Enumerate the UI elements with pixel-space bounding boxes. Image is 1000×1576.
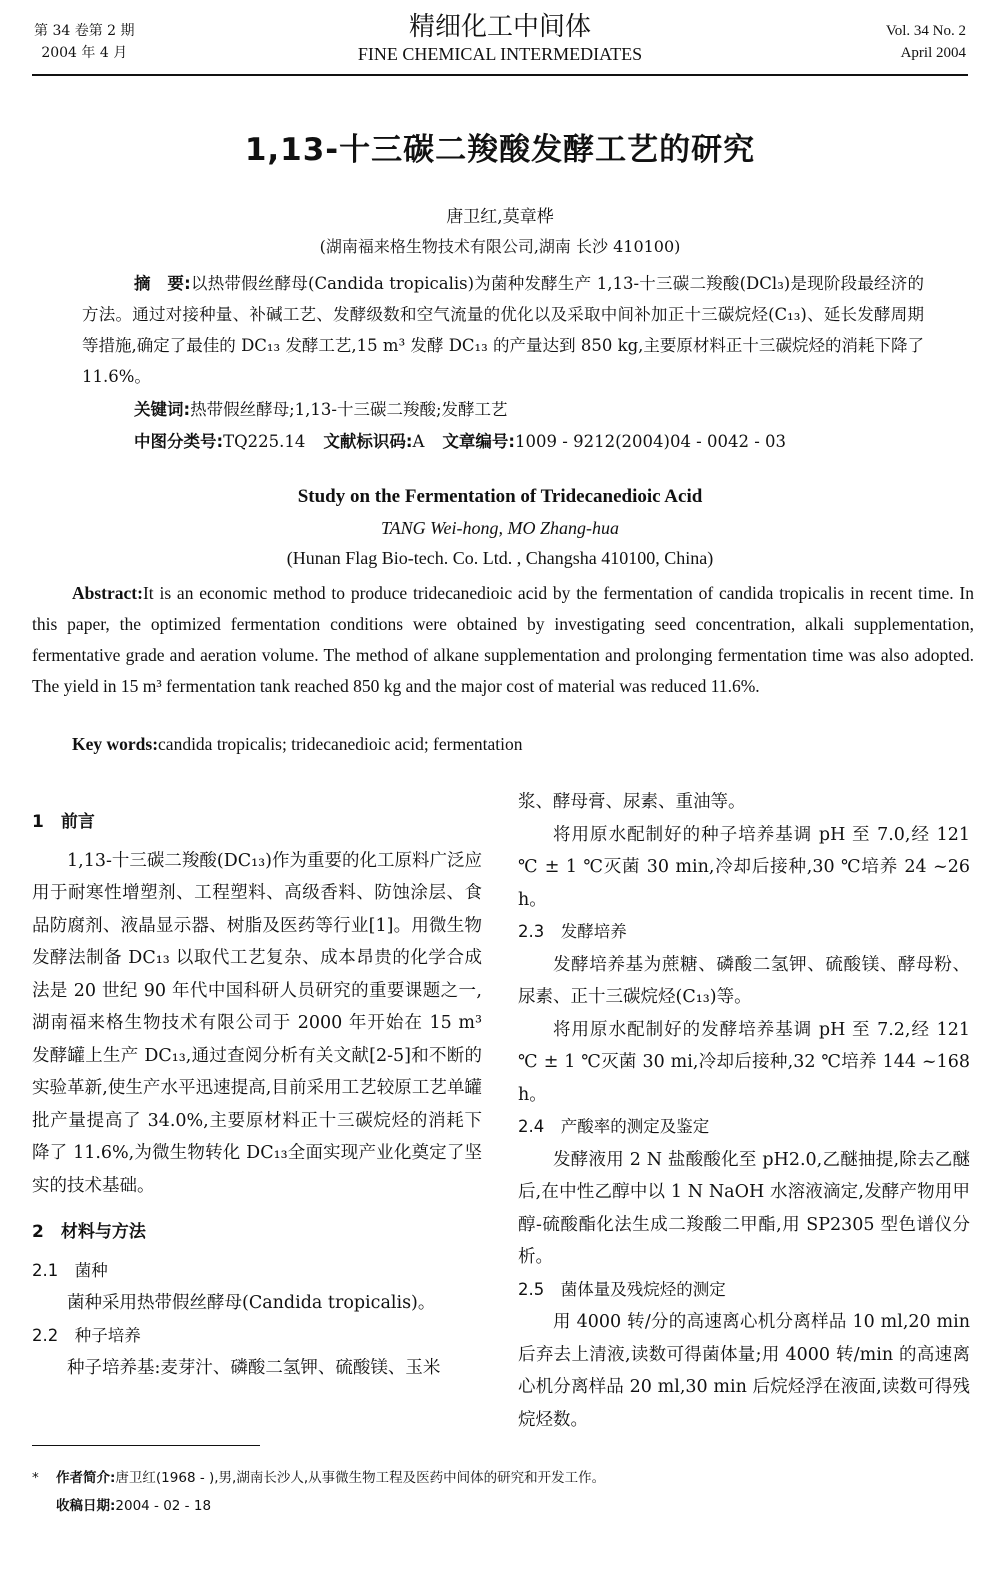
received-date-label: 收稿日期:: [56, 1498, 116, 1514]
doc-code-value: A: [412, 432, 425, 451]
abstract-cn-text: 以热带假丝酵母(Candida tropicalis)为菌种发酵生产 1,13-十三碳二羧酸(DCl₃)是现阶段最经济的方法。通过对接种量、补碱工艺、发酵级数和空气流量的优化以及采取中间补加正十三碳烷烃(C₁₃)、延长发酵周期等措施,确定了最佳的 DC₁₃ 发酵工艺,15 m³ 发酵 DC₁₃ 的产量达到 850 kg,主要原材料正十三碳烷烃的消耗下降了 11.6%。: [82, 274, 924, 386]
abstract-en-label: Abstract:: [72, 583, 143, 603]
received-date: [56, 1492, 605, 1520]
section-1-heading: 1 前言: [32, 812, 95, 832]
section-2-3-paragraph-2: 将用原水配制好的发酵培养基调 pH 至 7.2,经 121 ℃ ± 1 ℃灭菌 30 mi,冷却后接种,32 ℃培养 144 ~168 h。: [518, 1019, 970, 1105]
section-2-3-heading: 2.3 发酵培养: [518, 922, 627, 941]
header-left: [34, 20, 135, 64]
body-right-column: [518, 786, 970, 1436]
header-rule: [32, 74, 968, 76]
paper-title-en: Study on the Fermentation of Tridecanedioic Acid: [297, 486, 703, 507]
section-2-4-paragraph: 发酵液用 2 N 盐酸酸化至 pH2.0,乙醚抽提,除去乙醚后,在中性乙醇中以 1 N NaOH 水溶液滴定,发酵产物用甲醇-硫酸酯化法生成二羧酸二甲酯,用 SP2305 型色谱仪分析。: [518, 1149, 970, 1267]
author-bio: [56, 1464, 605, 1492]
section-2-1-paragraph: 菌种采用热带假丝酵母(Candida tropicalis)。: [67, 1293, 436, 1313]
seed-culture-paragraph: 将用原水配制好的种子培养基调 pH 至 7.0,经 121 ℃ ± 1 ℃灭菌 30 min,冷却后接种,30 ℃培养 24 ~26 h。: [518, 824, 970, 910]
article-number-label: 文章编号:: [442, 432, 516, 451]
section-2-4-heading: 2.4 产酸率的测定及鉴定: [518, 1117, 710, 1136]
section-2-2-continued: 浆、酵母膏、尿素、重油等。: [518, 792, 746, 812]
received-date-value: 2004 - 02 - 18: [115, 1498, 212, 1514]
section-2-2-heading: 2.2 种子培养: [32, 1325, 141, 1345]
article-number-value: 1009 - 9212(2004)04 - 0042 - 03: [515, 432, 787, 451]
footnote-marker: *: [32, 1470, 39, 1486]
footnote: [32, 1464, 606, 1520]
authors-en: TANG Wei-hong, MO Zhang-hua: [381, 518, 619, 538]
author-bio-text: 唐卫红(1968 - ),男,湖南长沙人,从事微生物工程及医药中间体的研究和开发工作。: [115, 1470, 606, 1486]
journal-name-cn: 精细化工中间体: [408, 12, 591, 42]
section-2-2-paragraph: 种子培养基:麦芽汁、磷酸二氢钾、硫酸镁、玉米: [67, 1358, 441, 1378]
header-right: [886, 20, 966, 64]
footnote-rule: [32, 1445, 260, 1446]
body-left-column: [32, 800, 482, 1385]
section-1-paragraph: 1,13-十三碳二羧酸(DC₁₃)作为重要的化工原料广泛应用于耐寒性增塑剂、工程塑料、高级香料、防蚀涂层、食品防腐剂、液晶显示器、树脂及医药等行业[1]。用微生物发酵法制备 DC₁₃ 以取代工艺复杂、成本昂贵的化学合成法是 20 世纪 90 年代中国科研人员研究的重要课题之一,湖南福来格生物技术有限公司于 2000 年开始在 15 m³ 发酵罐上生产 DC₁₃,通过查阅分析有关文献[2-5]和不断的实验革新,使生产水平迅速提高,目前采用工艺较原工艺单罐批产量提高了 34.0%,主要原材料正十三碳烷烃的消耗下降了 11.6%,为微生物转化 DC₁₃全面实现产业化奠定了坚实的技术基础。: [32, 850, 482, 1196]
abstract-en-text: It is an economic method to produce tridecanedioic acid by the fermentation of candida tropicalis in recent time. In this paper, the optimized fermentation conditions were obtained by investigating seed concentration, alkali supplementation, fermentative grade and aeration volume. The method of alkane supplementation and prolonging fermentation time was also adopted. The yield in 15 m³ fermentation tank reached 850 kg and the major cost of material was reduced 11.6%.: [32, 583, 974, 696]
keywords-cn-label: 关键词:: [134, 400, 191, 419]
clc-label: 中图分类号:: [134, 432, 224, 451]
volume-issue-cn: 第 34 卷第 2 期: [34, 23, 135, 39]
abstract-cn-label: 摘 要:: [134, 274, 191, 293]
paper-title-cn: 1,13-十三碳二羧酸发酵工艺的研究: [244, 132, 756, 168]
section-2-heading: 2 材料与方法: [32, 1222, 146, 1242]
section-2-1-heading: 2.1 菌种: [32, 1260, 108, 1280]
keywords-cn: [134, 396, 508, 420]
journal-title: [300, 12, 700, 66]
classification-line: [134, 428, 786, 452]
date-cn: 2004 年 4 月: [41, 45, 128, 61]
clc-value: TQ225.14: [223, 432, 306, 451]
authors-cn: 唐卫红,莫章桦: [446, 207, 554, 227]
section-2-5-paragraph: 用 4000 转/分的高速离心机分离样品 10 ml,20 min 后弃去上清液,读数可得菌体量;用 4000 转/min 的高速离心机分离样品 20 ml,30 min 后烷烃浮在液面,读数可得残烷烃数。: [518, 1312, 970, 1430]
volume-issue-en: Vol. 34 No. 2: [885, 23, 966, 39]
journal-name-en: FINE CHEMICAL INTERMEDIATES: [357, 44, 643, 64]
section-2-5-heading: 2.5 菌体量及残烷烃的测定: [518, 1279, 726, 1299]
affiliation-cn: (湖南福来格生物技术有限公司,湖南 长沙 410100): [319, 237, 681, 256]
author-bio-label: 作者简介:: [56, 1470, 116, 1486]
date-en: April 2004: [900, 45, 966, 61]
abstract-cn: [82, 268, 924, 392]
section-2-3-paragraph-1: 发酵培养基为蔗糖、磷酸二氢钾、硫酸镁、酵母粉、尿素、正十三碳烷烃(C₁₃)等。: [518, 954, 970, 1007]
keywords-cn-text: 热带假丝酵母;1,13-十三碳二羧酸;发酵工艺: [190, 400, 508, 419]
keywords-en-label: Key words:: [72, 734, 159, 754]
keywords-en-text: candida tropicalis; tridecanedioic acid; fermentation: [158, 734, 523, 754]
abstract-en: [32, 578, 974, 702]
affiliation-en: (Hunan Flag Bio-tech. Co. Ltd. , Changsha 410100, China): [286, 548, 714, 568]
doc-code-label: 文献标识码:: [323, 432, 413, 451]
keywords-en: [72, 734, 522, 755]
